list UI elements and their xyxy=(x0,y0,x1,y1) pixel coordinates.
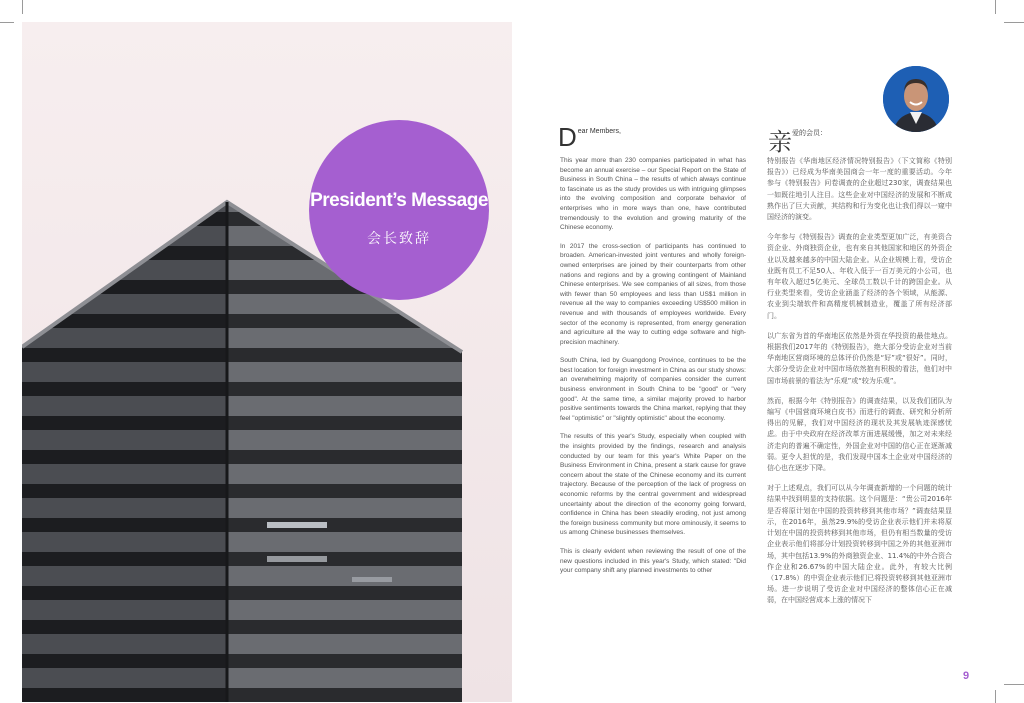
paragraph-cn-4: 然而，根据今年《特别报告》的调查结果，以及我们团队为编写《中国营商环境白皮书》而进行的调查、研究和分析所得出的见解，我们对中国经济的现状及其发展轨迹深感忧虑。由于中央政府在经济改革方面进展缓慢，加之对未来经济走向的普遍不确定性，外国企业对中国的信心正在逐渐减弱。更令人担忧的是，我们发现中国本土企业对中国经济的信心也在逐步下降。 xyxy=(767,396,952,473)
crop-mark-top-right-h xyxy=(1004,22,1024,23)
page-number: 9 xyxy=(963,670,970,682)
crop-mark-top-right-v xyxy=(995,0,996,14)
building-photo xyxy=(22,22,512,702)
paragraph-en-2: In 2017 the cross-section of participants has continued to broaden. American-invested joint ventures and wholly foreign-owned enterprises are joined by their counterparts from other nations and regions and by a growing contingent of Mainland Chinese enterprises. We see companies of all sizes, from those with fewer than 50 employees and less than US$1 million in revenue all the way to companies exceeding US$500 million in revenue and with thousands of employees worldwide. Every sector of the economy is represented, from energy generation and agriculture all the way to cutting edge software and high-precision machinery. xyxy=(560,242,746,346)
crop-mark-top-left-v xyxy=(22,0,23,14)
paragraph-en-3: South China, led by Guangdong Province, continues to be the best location for foreign investment in China as our study shows: an overwhelming majority of companies consider the current business environment in South China to be "good" or "very good". At the same time, a similar majority proved to harbor positive sentiments towards the China market, replying that they feel "optimistic" or "slightly optimistic" about the economy. xyxy=(560,357,746,422)
greeting-chinese xyxy=(768,122,827,157)
paragraph-cn-5: 对于上述观点，我们可以从今年调查新增的一个问题的统计结果中找到明显的支持依据。这个问题是：“贵公司2016年是否将原计划在中国的投资转移到其他市场？”调查结果显示，在2016年，虽然29.9%的受访企业表示他们并未将原计划在中国的投资转移到其他市场，但仍有相当数量的受访企业表示他们将部分计划投资转移到中国之外的其他亚洲市场，其中包括13.9%的外商独资企业、11.4%的中外合资合作企业和26.67%的中国大陆企业。此外，有较大比例（17.8%）的中资企业表示他们已将投资转移到其他亚洲市场。进一步说明了受访企业对中国经济的整体信心正在减弱，在中国经营成本上涨的情况下 xyxy=(767,484,952,605)
paragraph-en-4: The results of this year's Study, especially when coupled with the insights provided by the findings, research and analysis conducted by our team for this year's White Paper on the Business Environment in China, present a stark cause for grave concern about the state of the Chinese economy and its current trajectory. Because of the perception of the lack of progress on economic reforms by the central government and widespread uncertainty about the direction of the economy going forward, confidence in China has been steadily eroding, not just among the foreign business community but more ominously, it seems to us among Chinese businesses themselves. xyxy=(560,433,746,537)
paragraph-cn-1: 特别报告《华南地区经济情况特别报告》（下文简称《特别报告》）已经成为华南美国商会一年一度的重要活动。今年参与《特别报告》问卷调查的企业超过230家，调查结果也一如既往地引人注目。这些企业对中国经济的发展和不断成熟作出了巨大贡献，其结构和行为变化也让我们得以一窥中国经济的演变。 xyxy=(767,157,952,222)
greeting-initial: D xyxy=(558,122,577,152)
greeting-cn-rest: 爱的会员： xyxy=(792,129,827,137)
portrait-illustration xyxy=(883,66,949,132)
page-title-chinese: 会长致辞 xyxy=(367,231,431,247)
paragraph-cn-2: 今年参与《特别报告》调查的企业类型更加广泛，有美资合资企业、外商独资企业，也有来自其他国家和地区的外资企业以及越来越多的中国大陆企业。从企业规模上看，受访企业既有员工不足50人、年收入低于一百万美元的小公司，也有年收入超过5亿美元、全球员工数以千计的跨国企业。从行业类型来看，受访企业涵盖了经济的各个领域，从能源、农业到尖端软件和高精度机械制造业，覆盖了所有经济部门。 xyxy=(767,233,952,320)
paragraph-en-1: This year more than 230 companies participated in what has become an annual exercise – our Special Report on the State of Business in South China – the results of which always continue to fascinate us as the study provides us with intriguing glimpses into the evolving composition and corporate behavior of enterprises who in more ways than one, have contributed tremendously to the evolution and growing maturity of the Chinese economy. xyxy=(560,157,746,232)
crop-mark-bottom-right-v xyxy=(995,690,996,703)
page-title: President’s Message xyxy=(310,190,488,211)
body-english xyxy=(560,156,746,585)
title-badge xyxy=(309,120,489,300)
paragraph-cn-3: 以广东省为首的华南地区依然是外资在华投资的最佳地点。根据我们2017年的《特别报告》，绝大部分受访企业对当前华南地区营商环境的总体评价仍然是“好”或“很好”。同时，大部分受访企业对中国市场依然抱有积极的看法，他们对中国市场前景的看法为“乐观”或“较为乐观”。 xyxy=(767,331,952,385)
crop-mark-bottom-right-h xyxy=(1004,684,1024,685)
building-illustration xyxy=(22,22,512,702)
paragraph-en-5: This is clearly evident when reviewing the result of one of the new questions included in this year's Study, which stated: "Did your company shift any planned investments to other xyxy=(560,547,746,575)
greeting-rest: ear Members, xyxy=(577,128,621,135)
president-portrait xyxy=(883,66,949,132)
greeting-english xyxy=(558,122,621,153)
body-chinese xyxy=(767,156,952,616)
greeting-cn-initial: 亲 xyxy=(768,128,792,156)
crop-mark-top-left-h xyxy=(0,22,14,23)
